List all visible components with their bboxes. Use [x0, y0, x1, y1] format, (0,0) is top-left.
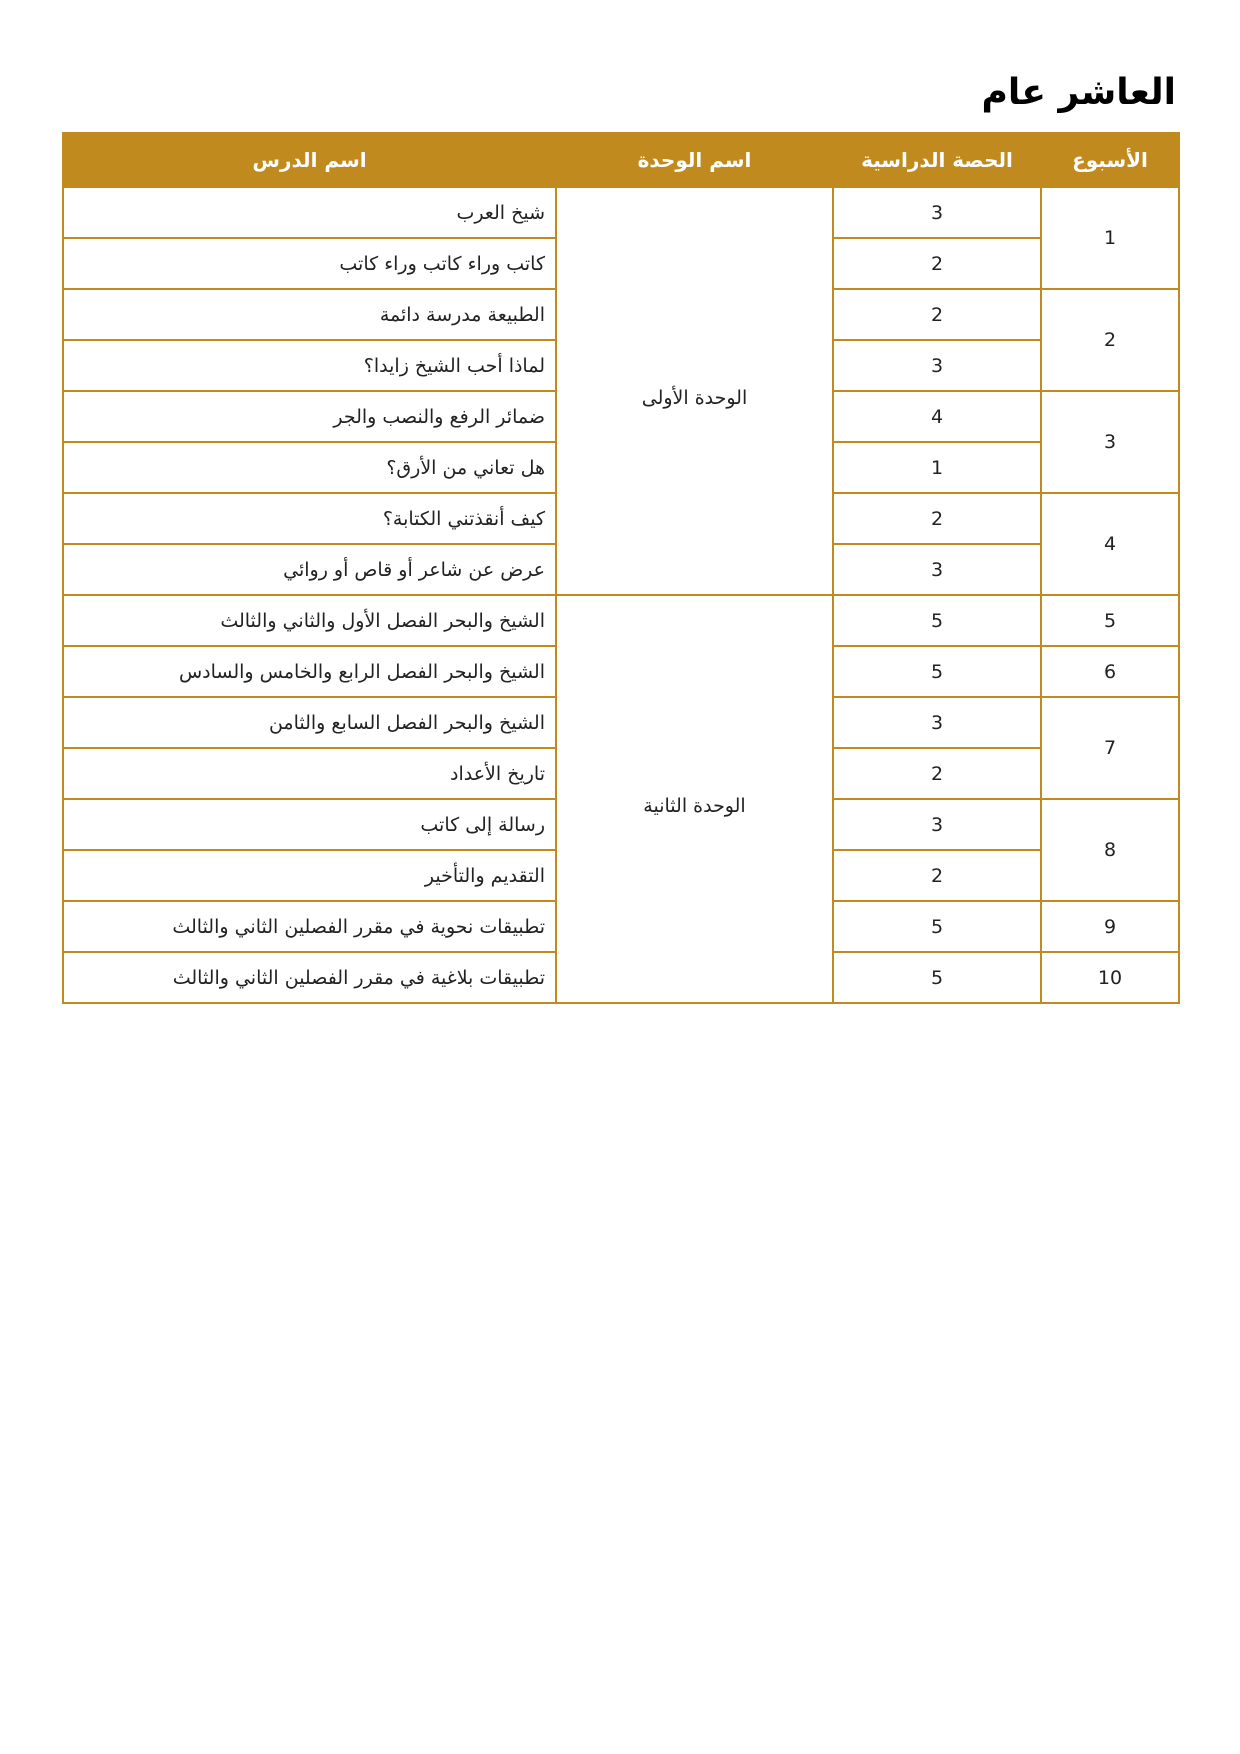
- table-row: [63, 187, 1179, 238]
- header-unit: اسم الوحدة: [556, 133, 833, 187]
- lesson-cell: الشيخ والبحر الفصل السابع والثامن: [63, 697, 556, 748]
- week-cell: 1: [1041, 187, 1179, 289]
- session-cell: 3: [833, 799, 1041, 850]
- table-body: [63, 187, 1179, 1003]
- lesson-cell: عرض عن شاعر أو قاص أو روائي: [63, 544, 556, 595]
- lesson-cell: ضمائر الرفع والنصب والجر: [63, 391, 556, 442]
- session-cell: 5: [833, 901, 1041, 952]
- session-cell: 3: [833, 340, 1041, 391]
- week-cell: 5: [1041, 595, 1179, 646]
- week-cell: 2: [1041, 289, 1179, 391]
- table-row: [63, 595, 1179, 646]
- week-cell: 7: [1041, 697, 1179, 799]
- session-cell: 1: [833, 442, 1041, 493]
- session-cell: 3: [833, 187, 1041, 238]
- session-cell: 3: [833, 697, 1041, 748]
- week-cell: 9: [1041, 901, 1179, 952]
- week-cell: 6: [1041, 646, 1179, 697]
- lesson-cell: هل تعاني من الأرق؟: [63, 442, 556, 493]
- table-header: [63, 133, 1179, 187]
- session-cell: 2: [833, 289, 1041, 340]
- lesson-cell: الطبيعة مدرسة دائمة: [63, 289, 556, 340]
- header-row: [63, 133, 1179, 187]
- lesson-cell: لماذا أحب الشيخ زايدا؟: [63, 340, 556, 391]
- lesson-cell: الشيخ والبحر الفصل الرابع والخامس والسادس: [63, 646, 556, 697]
- week-cell: 4: [1041, 493, 1179, 595]
- session-cell: 5: [833, 646, 1041, 697]
- session-cell: 2: [833, 748, 1041, 799]
- session-cell: 4: [833, 391, 1041, 442]
- lesson-cell: كيف أنقذتني الكتابة؟: [63, 493, 556, 544]
- lesson-cell: شيخ العرب: [63, 187, 556, 238]
- week-cell: 3: [1041, 391, 1179, 493]
- lesson-cell: التقديم والتأخير: [63, 850, 556, 901]
- session-cell: 5: [833, 952, 1041, 1003]
- lesson-cell: رسالة إلى كاتب: [63, 799, 556, 850]
- session-cell: 2: [833, 850, 1041, 901]
- lesson-cell: كاتب وراء كاتب وراء كاتب: [63, 238, 556, 289]
- page-title: العاشر عام: [981, 72, 1176, 113]
- unit-cell: الوحدة الأولى: [556, 187, 833, 595]
- lesson-cell: تطبيقات نحوية في مقرر الفصلين الثاني والثالث: [63, 901, 556, 952]
- header-session: الحصة الدراسية: [833, 133, 1041, 187]
- session-cell: 2: [833, 238, 1041, 289]
- week-cell: 8: [1041, 799, 1179, 901]
- lesson-plan-table: [62, 132, 1180, 1004]
- lesson-cell: تاريخ الأعداد: [63, 748, 556, 799]
- session-cell: 3: [833, 544, 1041, 595]
- lesson-cell: تطبيقات بلاغية في مقرر الفصلين الثاني والثالث: [63, 952, 556, 1003]
- header-week: الأسبوع: [1041, 133, 1179, 187]
- session-cell: 5: [833, 595, 1041, 646]
- lesson-cell: الشيخ والبحر الفصل الأول والثاني والثالث: [63, 595, 556, 646]
- unit-cell: الوحدة الثانية: [556, 595, 833, 1003]
- session-cell: 2: [833, 493, 1041, 544]
- header-lesson: اسم الدرس: [63, 133, 556, 187]
- week-cell: 10: [1041, 952, 1179, 1003]
